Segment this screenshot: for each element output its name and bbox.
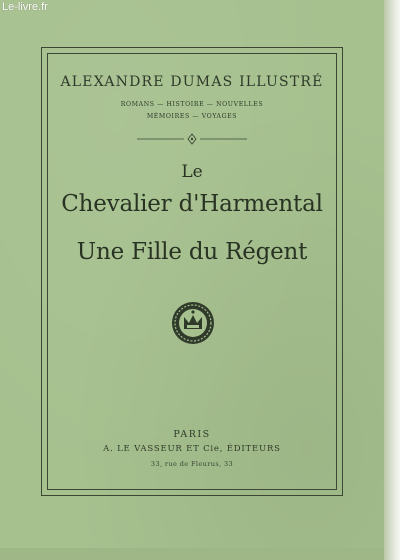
cover-edge-shadow [384,0,400,560]
publisher-name: A. LE VASSEUR ET Cie, ÉDITEURS [103,444,281,454]
cover-bottom-edge [0,548,384,560]
watermark-text: Le-livre.fr [2,1,48,13]
publication-city: PARIS [173,429,211,440]
book-title-1: Chevalier d'Harmental [61,191,323,217]
ornament-divider-icon [137,132,247,146]
series-subtitle-line-2: MÉMOIRES — VOYAGES [146,113,238,120]
publisher-monogram-icon [170,300,216,346]
title-article: Le [181,162,203,182]
publisher-address: 33, rue de Fleurus, 33 [150,460,234,468]
series-title: ALEXANDRE DUMAS ILLUSTRÉ [60,74,324,90]
book-title-2: Une Fille du Régent [76,239,308,265]
series-subtitle-line-1: ROMANS — HISTOIRE — NOUVELLES [120,101,264,108]
